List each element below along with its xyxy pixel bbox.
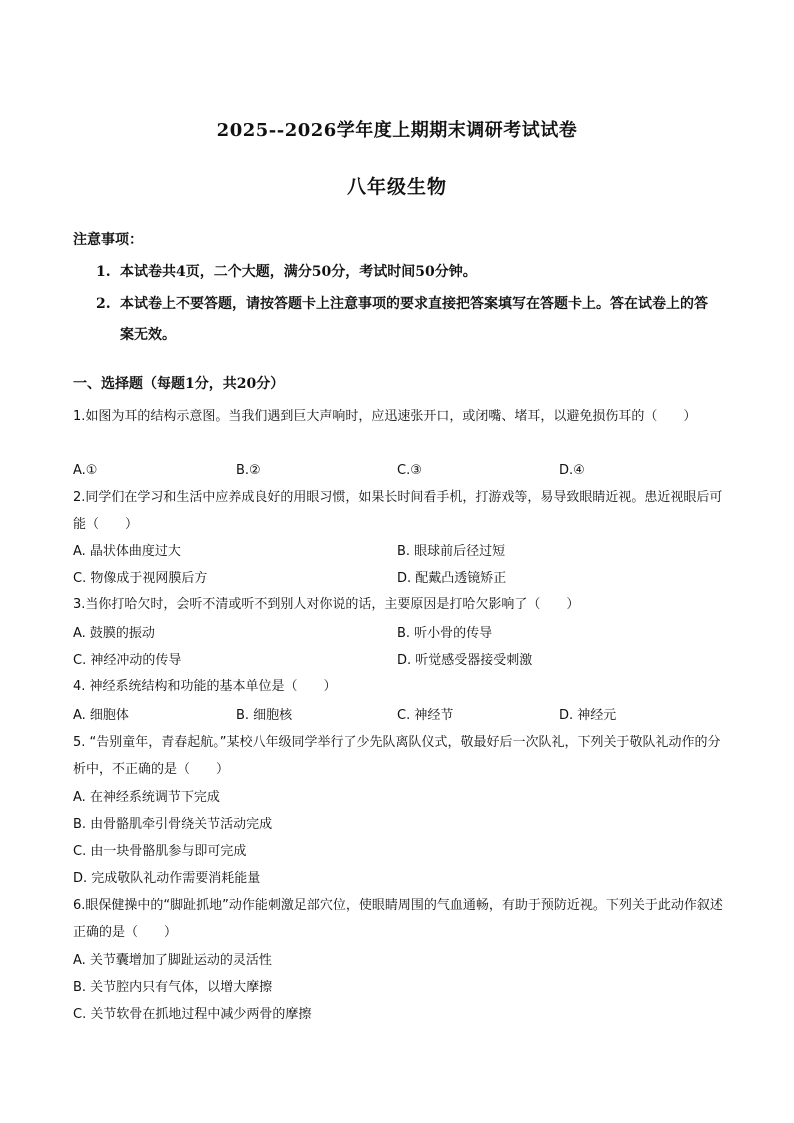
note-text: 本试卷共4页，二个大题，满分50分，考试时间50分钟。 <box>120 264 477 280</box>
question-stem: 3.当你打哈欠时，会听不清或听不到别人对你说的话，主要原因是打哈欠影响了（ ） <box>73 597 580 612</box>
option: C.③ <box>397 463 422 478</box>
section-title: 一、选择题（每题1分，共20分） <box>73 376 285 392</box>
option-row <box>73 457 723 484</box>
option: C. 物像成于视网膜后方 <box>73 571 208 586</box>
exam-subtitle: 八年级生物 <box>346 176 447 198</box>
option: C. 神经节 <box>397 708 454 723</box>
option: A. 在神经系统调节下完成 <box>73 790 220 805</box>
note-item <box>96 257 721 288</box>
option: D.④ <box>559 463 585 478</box>
exam-title: 2025--2026学年度上期期末调研考试试卷 <box>216 120 578 141</box>
option: C. 由一块骨骼肌参与即可完成 <box>73 844 247 859</box>
option: D. 神经元 <box>559 708 617 723</box>
notes-title: 注意事项： <box>73 232 143 248</box>
option: B. 眼球前后径过短 <box>397 544 506 559</box>
option: D. 配戴凸透镜矫正 <box>397 571 507 586</box>
option-row <box>73 565 723 592</box>
option: B. 听小骨的传导 <box>397 626 493 641</box>
option: B. 关节腔内只有气体，以增大摩擦 <box>73 980 273 995</box>
option: A. 晶状体曲度过大 <box>73 544 181 559</box>
option: D. 完成敬队礼动作需要消耗能量 <box>73 871 261 886</box>
note-text: 本试卷上不要答题，请按答题卡上注意事项的要求直接把答案填写在答题卡上。答在试卷上的答案无效。 <box>120 296 708 343</box>
option-row <box>73 620 723 647</box>
question-stem: 6.眼保健操中的“脚趾抓地”动作能刺激足部穴位，使眼睛周围的气血通畅，有助于预防近视。下列关于此动作叙述正确的是（ ） <box>73 898 723 940</box>
option: B. 细胞核 <box>236 708 293 723</box>
option: C. 关节软骨在抓地过程中减少两骨的摩擦 <box>73 1007 312 1022</box>
note-number: 2. <box>96 296 111 312</box>
option-row <box>73 538 723 565</box>
note-item <box>96 289 721 351</box>
question-stem: 4. 神经系统结构和功能的基本单位是（ ） <box>73 679 337 694</box>
option: B.② <box>236 463 261 478</box>
option: A. 关节囊增加了脚趾运动的灵活性 <box>73 953 272 968</box>
option-row <box>73 702 723 729</box>
note-number: 1. <box>96 264 111 280</box>
option: C. 神经冲动的传导 <box>73 653 182 668</box>
question-stem: 2.同学们在学习和生活中应养成良好的用眼习惯，如果长时间看手机，打游戏等，易导致眼睛近视。患近视眼后可能（ ） <box>73 490 723 532</box>
question-stem: 5. “告别童年，青春起航。”某校八年级同学举行了少先队离队仪式，敬最好后一次队礼，下列关于敬队礼动作的分析中，不正确的是（ ） <box>73 735 721 777</box>
option-row <box>73 647 723 674</box>
option: A. 鼓膜的振动 <box>73 626 155 641</box>
option: B. 由骨骼肌牵引骨绕关节活动完成 <box>73 817 273 832</box>
option: A. 细胞体 <box>73 708 129 723</box>
question-stem: 1.如图为耳的结构示意图。当我们遇到巨大声响时，应迅速张开口，或闭嘴、堵耳，以避免损伤耳的（ ） <box>73 409 697 424</box>
option: D. 听觉感受器接受刺激 <box>397 653 533 668</box>
option: A.① <box>73 463 98 478</box>
